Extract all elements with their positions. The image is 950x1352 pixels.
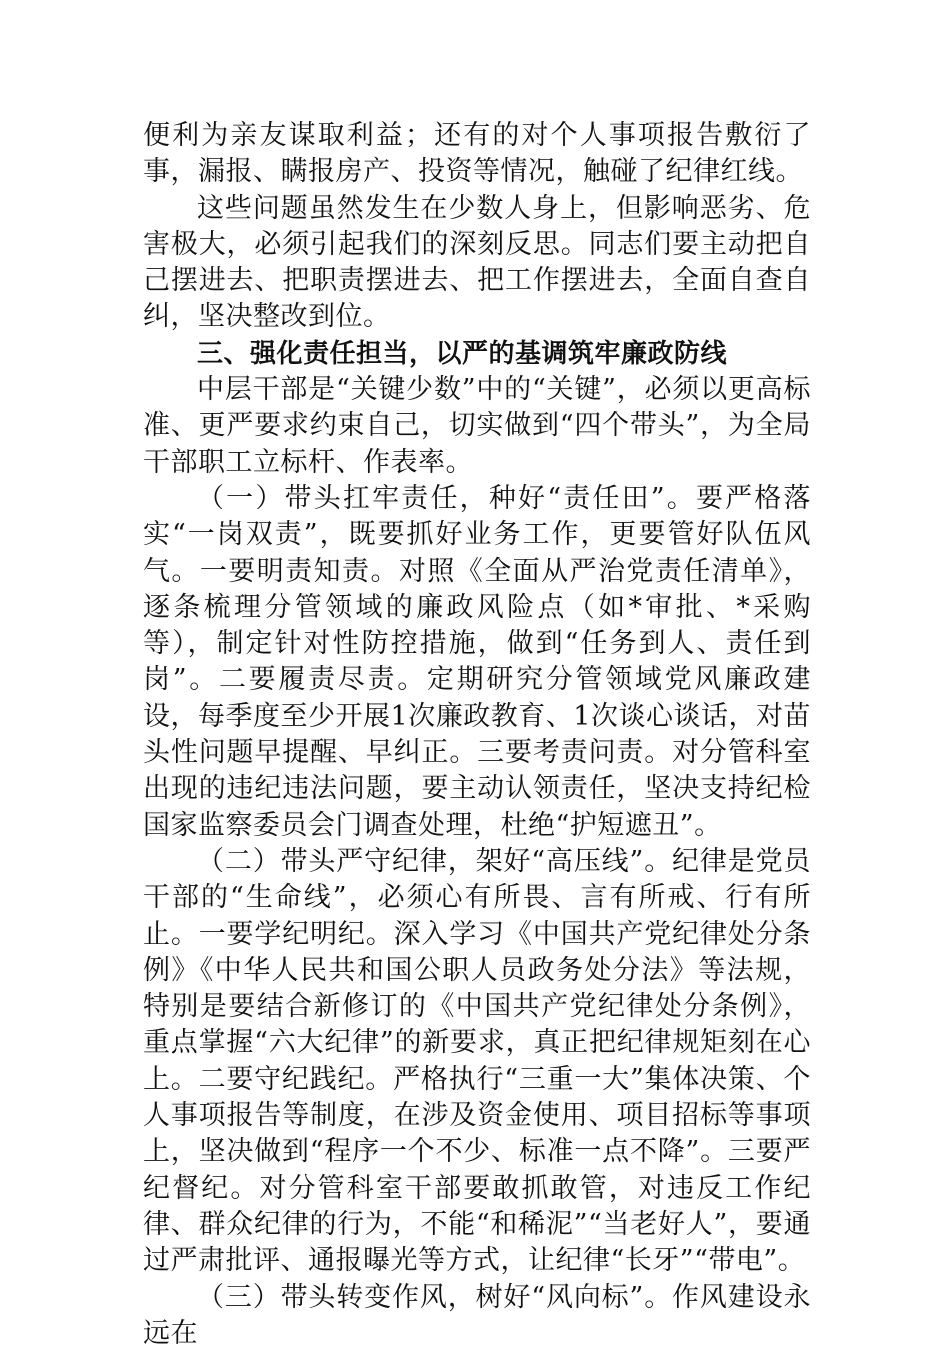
- document-body: [143, 118, 811, 1352]
- paragraph-continued: 便利为亲友谋取利益；还有的对个人事项报告敷衍了事，漏报、瞒报房产、投资等情况，触碰了纪律红线。: [143, 118, 811, 191]
- paragraph-style: （三）带头转变作风，树好“风向标”。作风建设永远在: [143, 1280, 811, 1352]
- paragraph-discipline: （二）带头严守纪律，架好“高压线”。纪律是党员干部的“生命线”，必须心有所畏、言有所戒、行有所止。一要学纪明纪。深入学习《中国共产党纪律处分条例》《中华人民共和国公职人员政务处分法》等法规，特别是要结合新修订的《中国共产党纪律处分条例》，重点掌握“六大纪律”的新要求，真正把纪律规矩刻在心上。二要守纪践纪。严格执行“三重一大”集体决策、个人事项报告等制度，在涉及资金使用、项目招标等事项上，坚决做到“程序一个不少、标准一点不降”。三要严纪督纪。对分管科室干部要敢抓敢管，对违反工作纪律、群众纪律的行为，不能“和稀泥”“当老好人”，要通过严肃批评、通报曝光等方式，让纪律“长牙”“带电”。: [143, 844, 811, 1280]
- section-heading-3: 三、强化责任担当，以严的基调筑牢廉政防线: [143, 336, 811, 372]
- paragraph-responsibility: （一）带头扛牢责任，种好“责任田”。要严格落实“一岗双责”，既要抓好业务工作，更要管好队伍风气。一要明责知责。对照《全面从严治党责任清单》，逐条梳理分管领域的廉政风险点（如*审批、*采购等），制定针对性防控措施，做到“任务到人、责任到岗”。二要履责尽责。定期研究分管领域党风廉政建设，每季度至少开展1次廉政教育、1次谈心谈话，对苗头性问题早提醒、早纠正。三要考责问责。对分管科室出现的违纪违法问题，要主动认领责任，坚决支持纪检国家监察委员会门调查处理，杜绝“护短遮丑”。: [143, 481, 811, 844]
- paragraph-reflection: 这些问题虽然发生在少数人身上，但影响恶劣、危害极大，必须引起我们的深刻反思。同志们要主动把自己摆进去、把职责摆进去、把工作摆进去，全面自查自纠，坚决整改到位。: [143, 191, 811, 336]
- paragraph-intro: 中层干部是“关键少数”中的“关键”，必须以更高标准、更严要求约束自己，切实做到“四个带头”，为全局干部职工立标杆、作表率。: [143, 372, 811, 481]
